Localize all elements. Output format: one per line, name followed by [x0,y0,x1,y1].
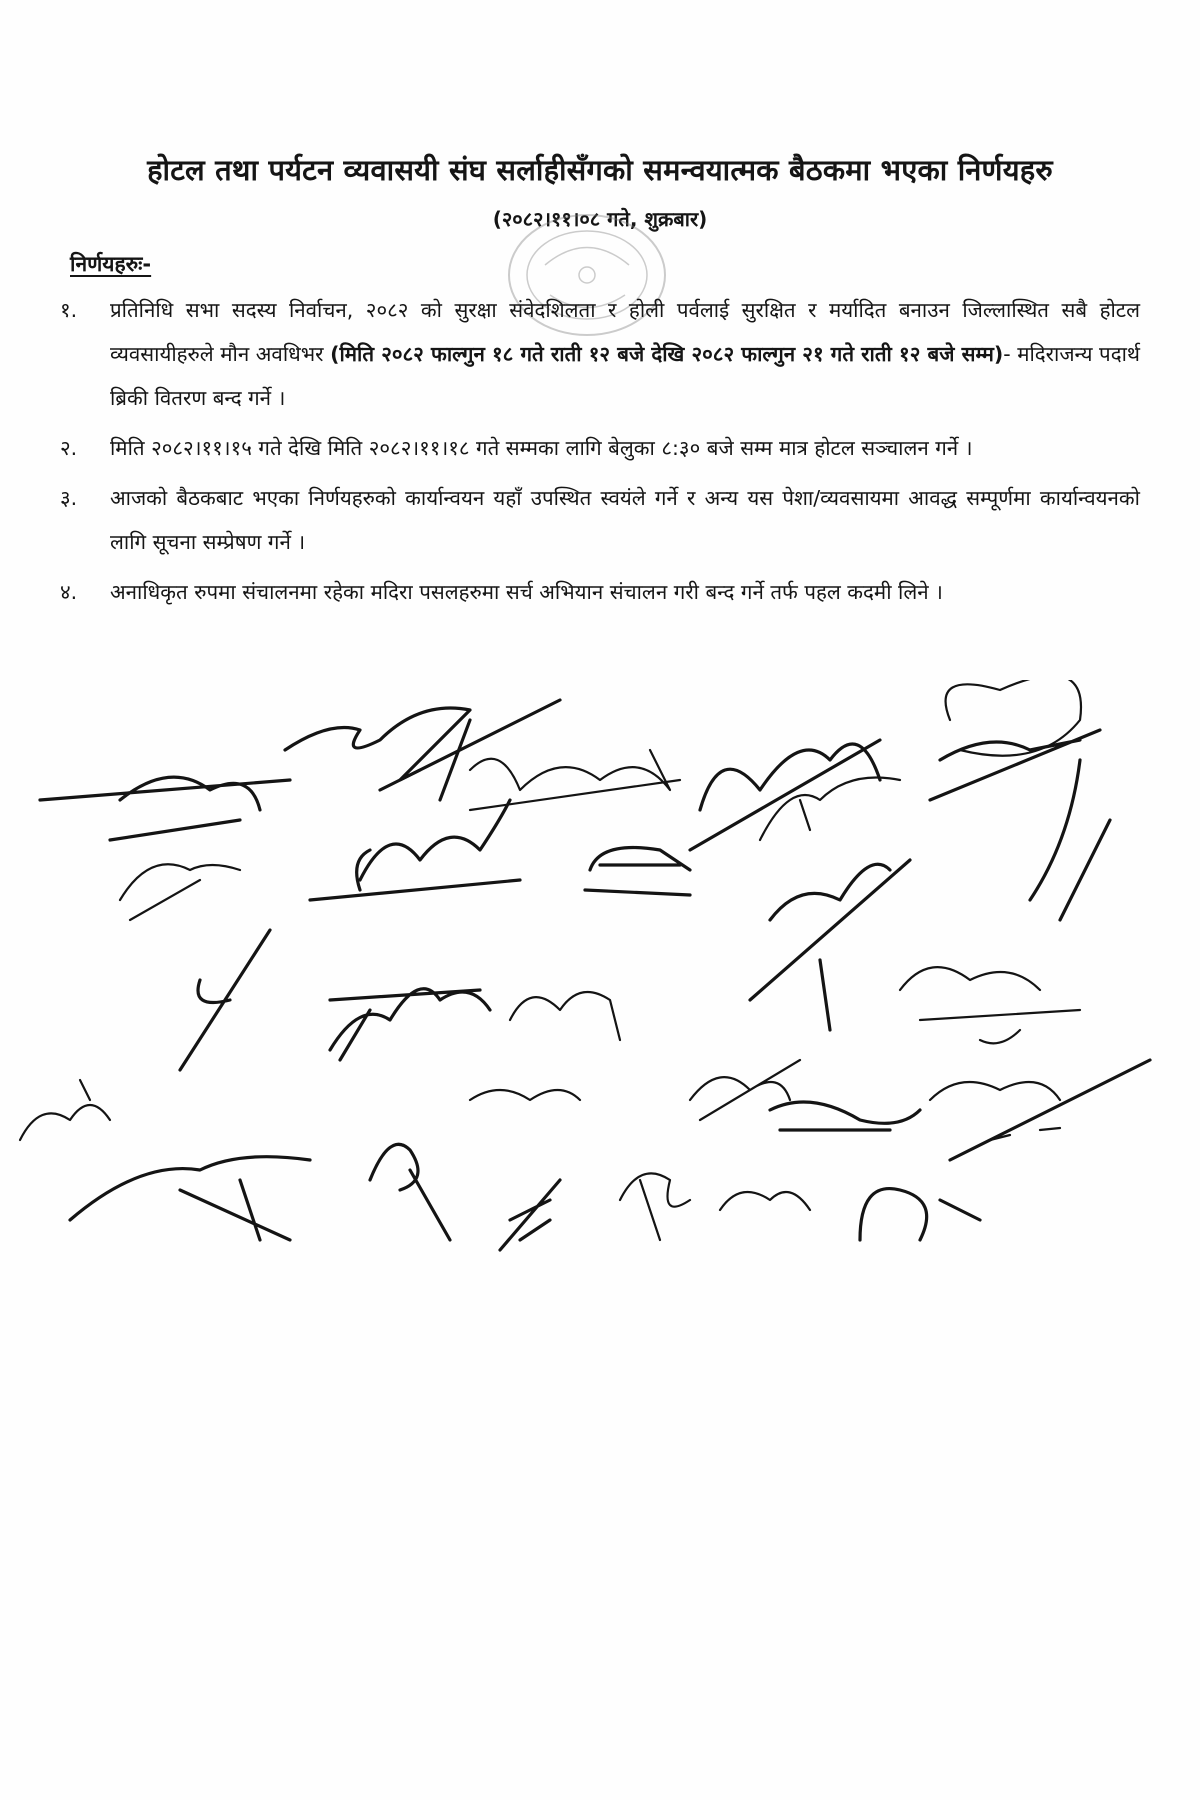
document-title: होटल तथा पर्यटन व्यवासयी संघ सर्लाहीसँगको समन्वयात्मक बैठकमा भएका निर्णयहरु [147,153,1053,187]
signature [120,864,240,920]
signature [370,1144,450,1240]
signature [380,720,470,800]
decision-number: ३. [60,486,78,510]
signature [40,777,290,840]
decisions-heading: निर्णयहरुः- [70,252,152,276]
signature [470,1090,580,1100]
decision-item-3 [60,476,1140,564]
meeting-date: (२०८२।११।०८ गते, शुक्रबार) [492,207,708,231]
decision-period-bold: (मिति २०८२ फाल्गुन १८ गते राती १२ बजे देखि २०८२ फाल्गुन २१ गते राती १२ बजे सम्म) [330,342,1004,366]
decision-text-part: - मदिराजन्य पदार्थ ब्रिकी वितरण बन्द गर्ने । [110,342,1140,410]
signature [585,848,690,896]
decision-item-2 [60,426,1140,470]
signature [690,740,880,850]
decision-text: मिति २०८२।११।१५ गते देखि मिति २०८२।११।१८ गते सम्मका लागि बेलुका ८:३० बजे सम्म मात्र होटल सञ्चालन गर्ने । [110,436,973,460]
signature [70,1157,310,1240]
decision-text-part: प्रतिनिधि सभा सदस्य निर्वाचन, २०८२ को सुरक्षा संवेदशिलता र होली पर्वलाई सुरक्षित र मर्यादित बनाउन जिल्लास्थित सबै होटल व्यवसायीहरुले मौन अवधिभर [110,298,1140,366]
decision-text: आजको बैठकबाट भएका निर्णयहरुको कार्यान्वयन यहाँ उपस्थित स्वयंले गर्ने र अन्य यस पेशा/व्यवसायमा आवद्ध सम्पूर्णमा कार्यान्वयनको लागि सूचना सम्प्रेषण गर्ने । [110,486,1140,554]
decision-text: अनाधिकृत रुपमा संचालनमा रहेका मदिरा पसलहरुमा सर्च अभियान संचालन गरी बन्द गर्ने तर्फ पहल कदमी लिने । [110,580,943,604]
signature [720,1192,810,1210]
signature [750,860,910,1030]
decision-item-4 [60,570,1140,614]
decisions-list [60,288,1140,620]
decision-number: ४. [60,580,78,604]
signature [180,930,270,1070]
signature [900,967,1080,1043]
handwritten-signatures [0,680,1200,1460]
signature [330,989,490,1060]
signature [500,1180,560,1250]
signature [690,1060,800,1120]
signatures-area [0,680,1200,1460]
signature [760,778,900,841]
signature [310,800,520,900]
signature [770,1102,920,1130]
signature [620,1173,690,1240]
signature [1030,760,1110,920]
signature [20,1080,110,1140]
decision-number: २. [60,436,78,460]
decision-text [110,288,1140,420]
signature [285,700,560,780]
decision-item-1 [60,288,1140,420]
decision-number: १. [60,298,78,322]
signature [470,750,680,810]
signature [930,1082,1060,1100]
signature [510,992,620,1040]
